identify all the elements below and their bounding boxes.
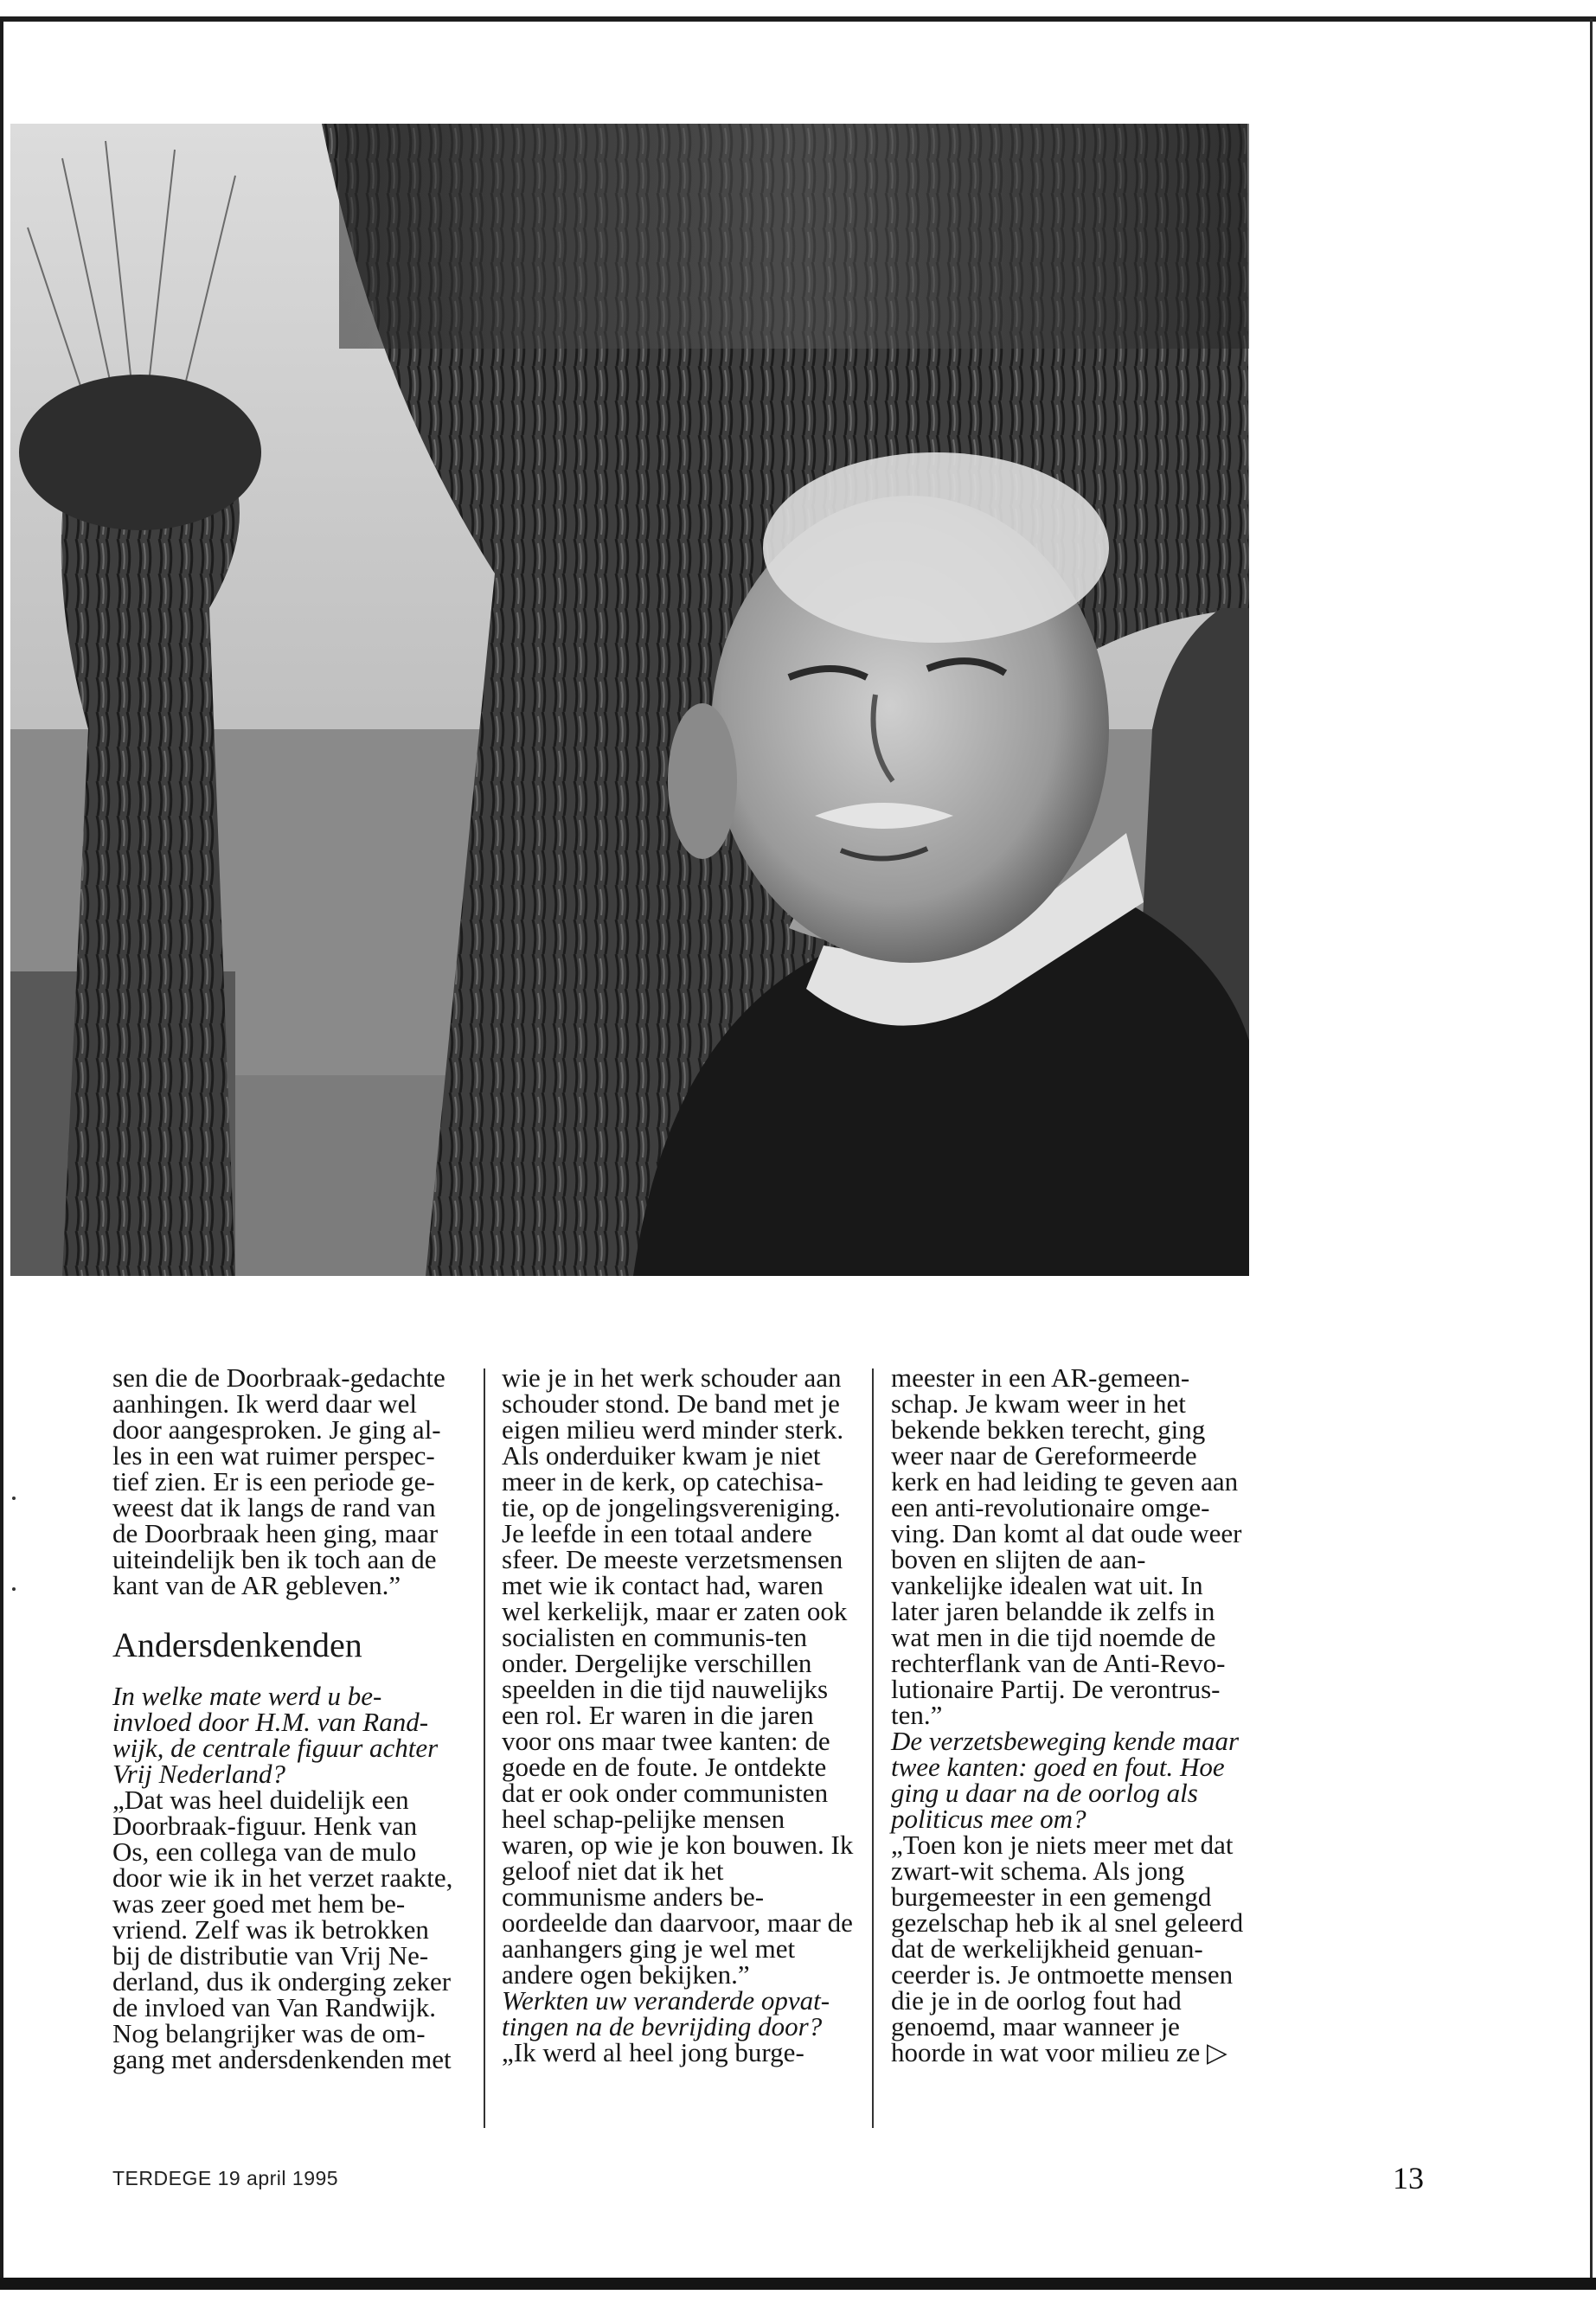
right-page-edge bbox=[1590, 19, 1593, 2280]
column-divider-2 bbox=[872, 1368, 874, 2128]
interview-question-3: De verzetsbeweging kende maar twee kanten: goed en fout. Hoe ging u daar na de oorlog als politicus mee om? bbox=[891, 1726, 1240, 1834]
margin-mark bbox=[12, 1587, 16, 1591]
article-column-2 bbox=[502, 1362, 856, 2067]
page-number: 13 bbox=[1393, 2161, 1424, 2195]
bald-crown bbox=[763, 452, 1109, 643]
ear bbox=[668, 703, 737, 859]
article-column-1 bbox=[112, 1362, 458, 2074]
left-willow-crown bbox=[19, 375, 261, 530]
margin-mark bbox=[12, 1497, 16, 1500]
interview-question-2: Werkten uw veranderde opvat-tingen na de bevrijding door? bbox=[502, 1985, 830, 2041]
article-column-3 bbox=[891, 1362, 1246, 2067]
bottom-rule bbox=[0, 2278, 1596, 2290]
column-divider-1 bbox=[484, 1368, 485, 2128]
willow-canopy-shade bbox=[339, 124, 1249, 349]
top-rule bbox=[0, 16, 1596, 22]
interview-question-1: In welke mate werd u be-invloed door H.M. van Rand-wijk, de centrale figuur achter Vrij Nederland? bbox=[112, 1681, 439, 1789]
section-heading: Andersdenkenden bbox=[112, 1625, 362, 1664]
publication-footer: TERDEGE 19 april 1995 bbox=[112, 2167, 339, 2189]
interview-answer-2-start: „Ik werd al heel jong burge- bbox=[502, 2037, 804, 2067]
interview-answer-1: „Dat was heel duidelijk een Doorbraak-figuur. Henk van Os, een collega van de mulo door wie ik in het verzet raakte, was zeer goed met hem be-vriend. Zelf was ik betrokken bij de distributie van Vrij Ne-derland, dus ik onderging zeker de invloed van Van Randwijk. Nog belangrijker was de om-gang met andersdenkenden met bbox=[112, 1785, 453, 2074]
left-page-edge bbox=[0, 19, 3, 2280]
portrait-photo bbox=[10, 124, 1249, 1276]
column-1-paragraph: sen die de Doorbraak-gedachte aanhingen. Ik werd daar wel door aangesproken. Je ging al-les in een wat ruimer perspec-tief zien. Er is een periode ge-weest dat ik langs de rand van de Doorbraak heen ging, maar uiteindelijk ben ik toch aan de kant van de AR gebleven.” bbox=[112, 1362, 445, 1600]
column-2-paragraph: wie je in het werk schouder aan schouder stond. De band met je eigen milieu werd minder sterk. Als onderduiker kwam je niet meer in de kerk, op catechisa-tie, op de jongelingsvereniging. Je leefde in een totaal andere sfeer. De meeste verzetsmensen met wie ik contact had, waren wel kerkelijk, maar er zaten ook socialisten en communis-ten onder. Dergelijke verschillen speelden in die tijd nauwelijks een rol. Er waren in die jaren voor ons maar twee kanten: de goede en de foute. Je ontdekte dat er ook onder communisten heel schap-pelijke mensen waren, op wie je kon bouwen. Ik geloof niet dat ik het communisme anders be-oordeelde dan daarvoor, maar de aanhangers ging je wel met andere ogen bekijken.” bbox=[502, 1362, 854, 1990]
left-willow-trunk bbox=[61, 413, 240, 1276]
column-3-paragraph: meester in een AR-gemeen-schap. Je kwam weer in het bekende bekken terecht, ging weer naar de Gereformeerde kerk en had leiding te geven aan een anti-revolutionaire omge-ving. Dan komt al dat oude weer boven en slijten de aan-vankelijke idealen wat uit. In later jaren belandde ik zelfs in wat men in die tijd noemde de rechterflank van de Anti-Revo-lutionaire Partij. De verontrus-ten.” bbox=[891, 1362, 1242, 1730]
interview-answer-3: „Toen kon je niets meer met dat zwart-wit schema. Als jong burgemeester in een gemengd gezelschap heb ik al snel geleerd dat de werkelijkheid genuan-ceerder is. Je ontmoette mensen die je in de oorlog fout had genoemd, maar wanneer je hoorde in wat voor milieu ze ▷ bbox=[891, 1830, 1244, 2067]
